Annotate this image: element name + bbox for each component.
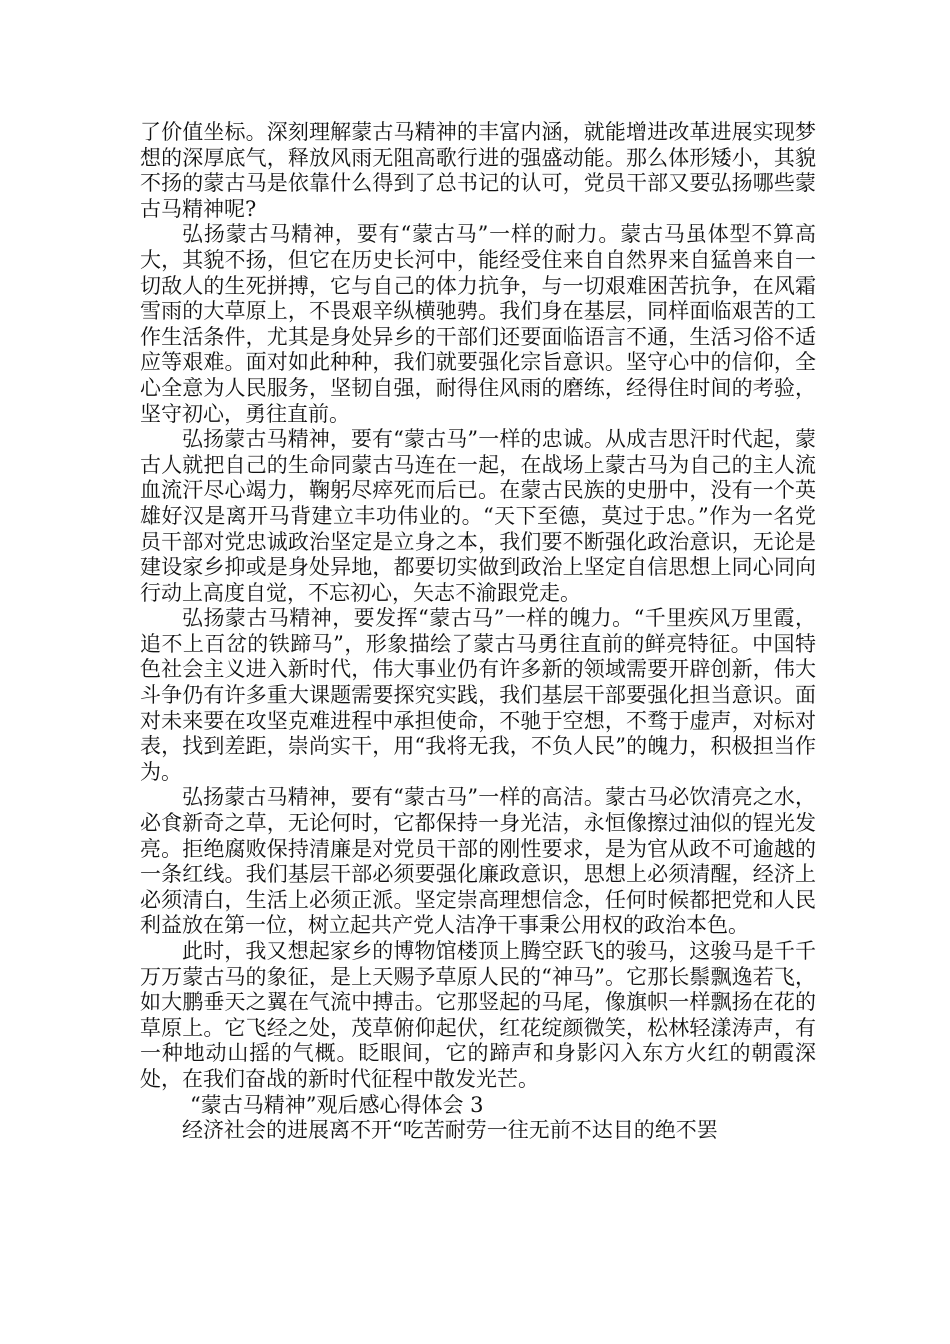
paragraph-closing: 此时，我又想起家乡的博物馆楼顶上腾空跃飞的骏马，这骏马是千千万万蒙古马的象征，是上天赐予草原人民的“神马”。它那长鬃飘逸若飞，如大鹏垂天之翼在气流中搏击。它那竖起的马尾，像旗帜一样飘扬在花的草原上。它飞经之处，茂草俯仰起伏，红花绽颜微笑，松林轻漾涛声，有一种地动山摇的气概。眨眼间，它的蹄声和身影闪入东方火红的朝霞深处，在我们奋战的新时代征程中散发光芒。 [140, 939, 816, 1091]
paragraph-next-section: 经济社会的进展离不开“吃苦耐劳一往无前不达目的绝不罢 [182, 1118, 718, 1143]
paragraph-purity: 弘扬蒙古马精神，要有“蒙古马”一样的高洁。蒙古马必饮清亮之水，必食新奇之草，无论何时，它都保持一身光洁，永恒像擦过油似的锃光发亮。拒绝腐败保持清廉是对党员干部的刚性要求，是为官从政不可逾越的一条红线。我们基层干部必须要强化廉政意识，思想上必须清醒，经济上必须清白，生活上必须正派。坚定崇高理想信念，任何时候都把党和人民利益放在第一位，树立起共产党人洁净干事秉公用权的政治本色。 [140, 785, 816, 938]
section-heading: “蒙古马精神”观后感心得体会 3 [190, 1092, 484, 1117]
paragraph-endurance: 弘扬蒙古马精神，要有“蒙古马”一样的耐力。蒙古马虽体型不算高大，其貌不扬，但它在历史长河中，能经受住来自自然界来自猛兽来自一切敌人的生死拼搏，它与自己的体力抗争，与一切艰难困苦抗争，在风霜雪雨的大草原上，不畏艰辛纵横驰骋。我们身在基层，同样面临艰苦的工作生活条件，尤其是身处异乡的干部们还要面临语言不通，生活习俗不适应等艰难。面对如此种种，我们就要强化宗旨意识。坚守心中的信仰，全心全意为人民服务，坚韧自强，耐得住风雨的磨练，经得住时间的考验，坚守初心，勇往直前。 [140, 222, 816, 426]
paragraph-intro: 了价值坐标。深刻理解蒙古马精神的丰富内涵，就能增进改革进展实现梦想的深厚底气，释放风雨无阻高歌行进的强盛动能。那么体形矮小，其貌不扬的蒙古马是依靠什么得到了总书记的认可，党员干部又要弘扬哪些蒙古马精神呢? [140, 120, 816, 221]
document-page [140, 120, 816, 1144]
paragraph-courage: 弘扬蒙古马精神，要发挥“蒙古马”一样的魄力。“千里疾风万里霞，追不上百岔的铁蹄马”，形象描绘了蒙古马勇往直前的鲜亮特征。中国特色社会主义进入新时代，伟大事业仍有许多新的领域需要开辟创新，伟大斗争仍有许多重大课题需要探究实践，我们基层干部要强化担当意识。面对未来要在攻坚克难进程中承担使命，不驰于空想，不骛于虚声，对标对表，找到差距，崇尚实干，用“我将无我，不负人民”的魄力，积极担当作为。 [140, 606, 816, 784]
paragraph-loyalty: 弘扬蒙古马精神，要有“蒙古马”一样的忠诚。从成吉思汗时代起，蒙古人就把自己的生命同蒙古马连在一起，在战场上蒙古马为自己的主人流血流汗尽心竭力，鞠躬尽瘁死而后已。在蒙古民族的史册中，没有一个英雄好汉是离开马背建立丰功伟业的。“天下至德，莫过于忠。”作为一名党员干部对党忠诚政治坚定是立身之本，我们要不断强化政治意识，无论是建设家乡抑或是身处异地，都要切实做到政治上坚定自信思想上同心同向行动上高度自觉，不忘初心，矢志不渝跟党走。 [140, 427, 816, 605]
